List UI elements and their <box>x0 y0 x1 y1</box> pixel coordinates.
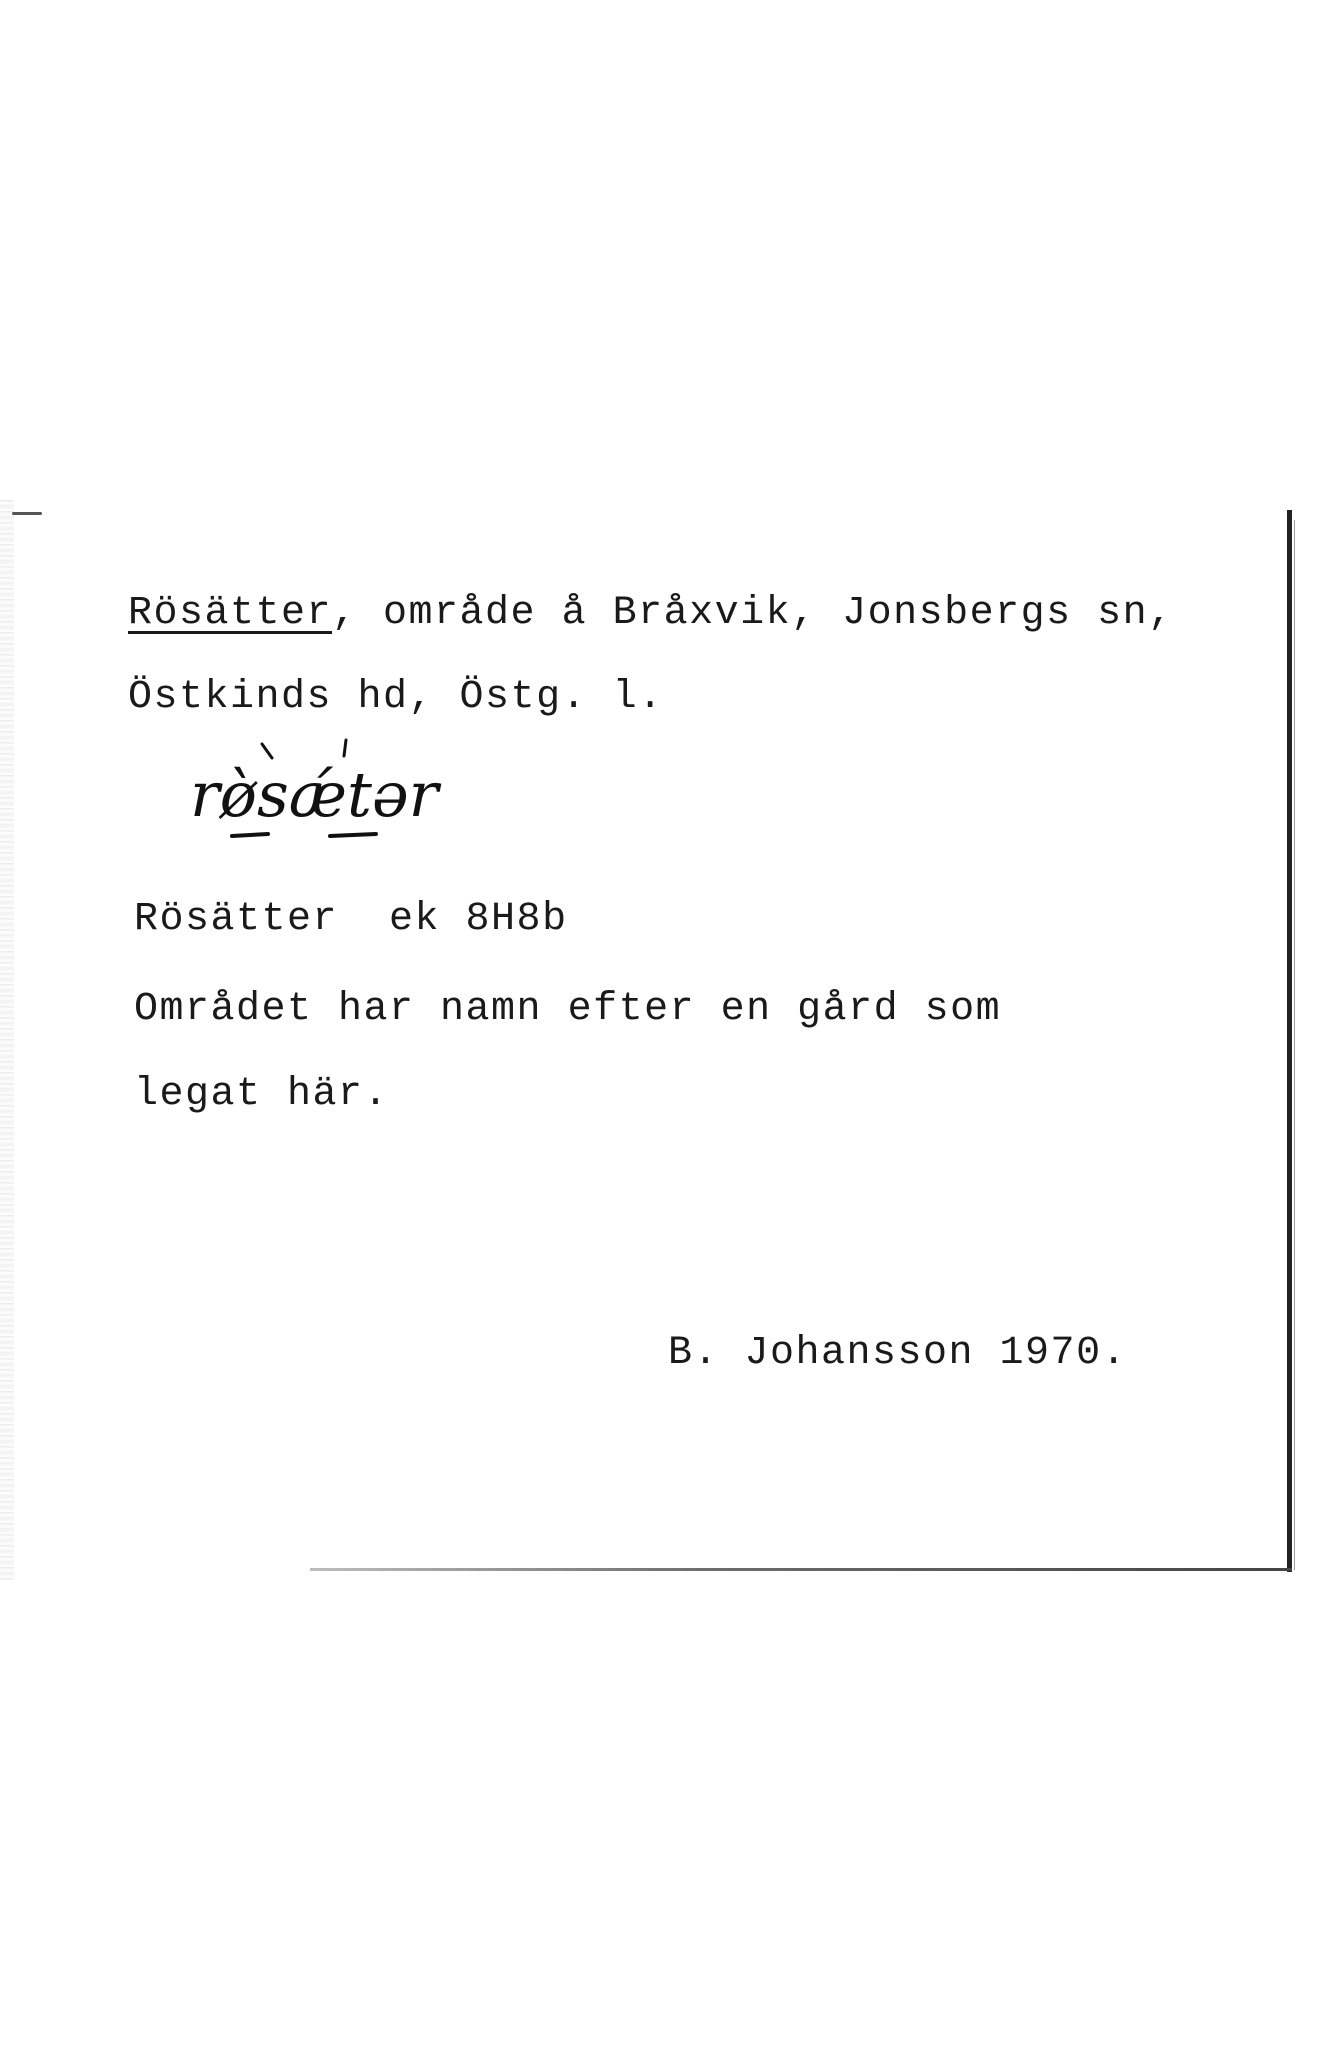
scan-edge <box>0 500 14 1580</box>
grave-accent-mark <box>262 744 272 758</box>
signature: B. Johansson 1970. <box>668 1331 1128 1376</box>
acute-accent-mark <box>344 740 346 756</box>
note-line-2: legat här. <box>134 1072 390 1117</box>
place-description: , område å Bråxvik, Jonsbergs sn, <box>332 591 1174 636</box>
scan-mark <box>12 512 42 515</box>
phonetic-text: rø̀sǽtər <box>190 758 439 831</box>
district-line: Östkinds hd, Östg. l. <box>128 675 664 720</box>
note-line-1: Området har namn efter en gård som <box>134 987 1002 1032</box>
phonetic-handwriting <box>180 730 500 850</box>
phonetic-transcription <box>180 730 500 850</box>
card-border-right <box>1287 510 1292 1572</box>
place-name: Rösätter <box>128 591 333 636</box>
card-border-right-shadow <box>1294 520 1295 1570</box>
length-mark <box>232 834 268 836</box>
card-border-bottom <box>310 1568 1292 1571</box>
heading-line <box>128 591 1174 636</box>
reference-line: Rösätter ek 8H8b <box>134 897 568 942</box>
length-mark <box>330 834 376 836</box>
